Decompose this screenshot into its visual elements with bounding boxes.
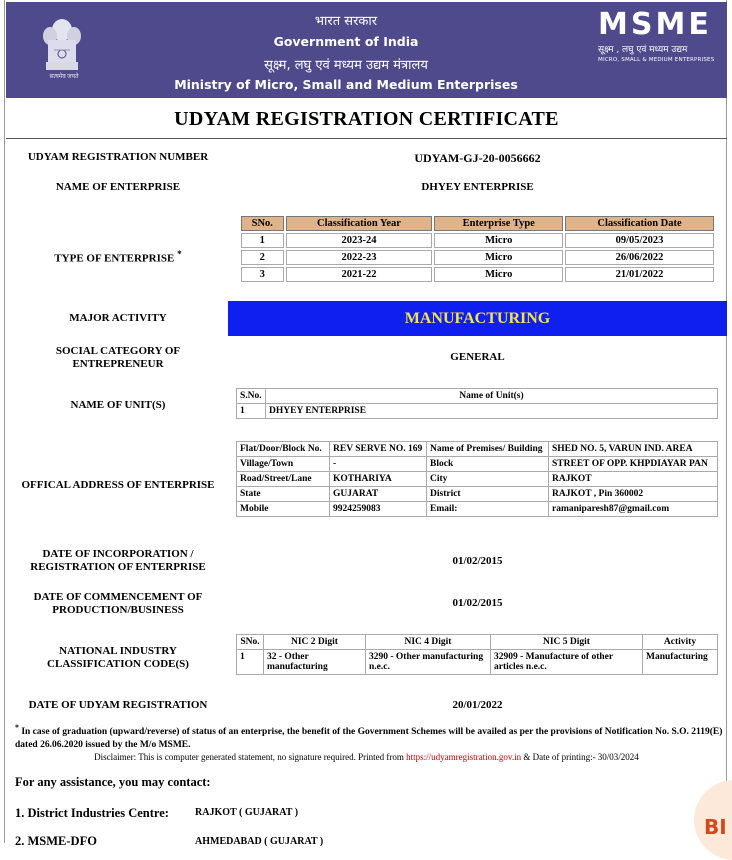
table-cell: District <box>427 487 549 502</box>
registration-number-value: UDYAM-GJ-20-0056662 <box>414 151 541 165</box>
table-cell: ramaniparesh87@gmail.com <box>549 502 718 517</box>
table-header: NIC 5 Digit <box>491 635 643 650</box>
emblem-caption: सत्यमेव जयते <box>49 74 79 80</box>
table-header: SNo. <box>241 216 284 231</box>
table-header: S.No. <box>237 389 266 404</box>
incorporation-date-value: 01/02/2015 <box>452 555 503 567</box>
table-cell: Name of Premises/ Building <box>427 442 549 457</box>
table-header: Classification Year <box>286 216 433 231</box>
table-row <box>237 502 718 517</box>
msme-logo <box>598 7 718 63</box>
government-of-india: Government of India <box>273 34 419 49</box>
table-cell: 1 <box>241 233 284 248</box>
table-cell: Micro <box>434 233 563 248</box>
table-row <box>237 404 718 419</box>
table-row <box>241 233 714 248</box>
table-cell: 1 <box>237 404 266 419</box>
table-cell: 2023-24 <box>286 233 433 248</box>
hindi-government: भारत सरकार <box>314 14 378 29</box>
table-cell: RAJKOT <box>549 472 718 487</box>
footnote-text: In case of graduation (upward/reverse) of status of an enterprise, the benefit of the Government Schemes will be availed as per the provisions of Notification No. S.O. 2119(E) dated 26.06.2020 issued by the M/o MSME. <box>15 727 723 751</box>
table-cell: Mobile <box>237 502 330 517</box>
table-header: NIC 2 Digit <box>264 635 366 650</box>
print-date-text: & Date of printing:- 30/03/2024 <box>521 752 639 762</box>
major-activity-label: MAJOR ACTIVITY <box>69 312 167 324</box>
enterprise-name-label: NAME OF ENTERPRISE <box>55 181 181 193</box>
table-cell: Manufacturing <box>643 650 718 675</box>
table-cell: 32909 - Manufacture of other articles n.e.c. <box>491 650 643 675</box>
table-header: Classification Date <box>565 216 714 231</box>
dic-value: RAJKOT ( GUJARAT ) <box>195 807 299 818</box>
udyam-date-label: DATE OF UDYAM REGISTRATION <box>28 699 208 711</box>
commencement-date-label: DATE OF COMMENCEMENT OF PRODUCTION/BUSINESS <box>33 591 203 616</box>
table-cell: REV SERVE NO. 169 <box>330 442 427 457</box>
units-table <box>236 388 718 419</box>
table-cell: Road/Street/Lane <box>237 472 330 487</box>
table-row <box>237 457 718 472</box>
table-cell: 3 <box>241 267 284 282</box>
table-cell: 9924259083 <box>330 502 427 517</box>
table-row <box>237 442 718 457</box>
table-row <box>237 487 718 502</box>
address-label: OFFICAL ADDRESS OF ENTERPRISE <box>21 479 215 491</box>
table-cell: 2022-23 <box>286 250 433 265</box>
disclaimer <box>6 752 727 762</box>
unit-name-label: NAME OF UNIT(S) <box>70 399 166 411</box>
table-cell: Micro <box>434 267 563 282</box>
table-header: Activity <box>643 635 718 650</box>
table-cell: DHYEY ENTERPRISE <box>266 404 718 419</box>
table-header: Name of Unit(s) <box>266 389 718 404</box>
udyam-portal-link[interactable]: https://udyamregistration.gov.in <box>406 752 522 762</box>
enterprise-name-value: DHYEY ENTERPRISE <box>421 181 534 193</box>
nic-table <box>236 634 718 675</box>
table-cell: SHED NO. 5, VARUN IND. AREA <box>549 442 718 457</box>
registration-number-label: UDYAM REGISTRATION NUMBER <box>27 151 209 163</box>
msme-dfo-value: AHMEDABAD ( GUJARAT ) <box>195 836 324 847</box>
address-table <box>236 441 718 517</box>
assistance-heading: For any assistance, you may contact: <box>15 775 211 789</box>
msme-logo-text: MSME <box>598 7 712 42</box>
table-cell: 1 <box>237 650 264 675</box>
table-cell: State <box>237 487 330 502</box>
disclaimer-text: Disclaimer: This is computer generated statement, no signature required. Printed from <box>94 752 407 762</box>
table-cell: 09/05/2023 <box>565 233 714 248</box>
table-cell: STREET OF OPP. KHPDIAYAR PAN <box>549 457 718 472</box>
commencement-date-value: 01/02/2015 <box>452 597 503 609</box>
enterprise-type-label <box>18 248 218 266</box>
table-header: SNo. <box>237 635 264 650</box>
udyam-date-value: 20/01/2022 <box>452 699 503 711</box>
nic-code-label: NATIONAL INDUSTRY CLASSIFICATION CODE(S) <box>47 645 189 670</box>
incorporation-date-label: DATE OF INCORPORATION / REGISTRATION OF ENTERPRISE <box>30 548 206 573</box>
table-cell: 2 <box>241 250 284 265</box>
certificate-title: UDYAM REGISTRATION CERTIFICATE <box>174 108 559 130</box>
ministry-name: Ministry of Micro, Small and Medium Enterprises <box>174 77 518 92</box>
table-header: Enterprise Type <box>434 216 563 231</box>
major-activity-value: MANUFACTURING <box>228 301 727 336</box>
table-cell: 32 - Other manufacturing <box>264 650 366 675</box>
msme-dfo-label: 2. MSME-DFO <box>15 834 97 848</box>
title-divider <box>6 138 727 139</box>
table-cell: 2021-22 <box>286 267 433 282</box>
header-banner <box>6 2 727 98</box>
table-cell: 26/06/2022 <box>565 250 714 265</box>
table-cell: 21/01/2022 <box>565 267 714 282</box>
table-cell: Village/Town <box>237 457 330 472</box>
footnote <box>15 721 725 752</box>
table-cell: Flat/Door/Block No. <box>237 442 330 457</box>
table-cell: RAJKOT , Pin 360002 <box>549 487 718 502</box>
table-cell: GUJARAT <box>330 487 427 502</box>
table-row <box>237 650 718 675</box>
table-cell: Micro <box>434 250 563 265</box>
enterprise-type-label-text: TYPE OF ENTERPRISE <box>54 252 175 265</box>
footnote-marker: * <box>15 723 19 732</box>
hindi-ministry: सूक्ष्म, लघु एवं मध्यम उद्यम मंत्रालय <box>264 58 428 73</box>
table-cell: - <box>330 457 427 472</box>
msme-logo-hindi: सूक्ष्म , लघु एवं मध्यम उद्यम <box>598 45 688 55</box>
social-category-label: SOCIAL CATEGORY OF ENTREPRENEUR <box>55 345 181 370</box>
msme-logo-subtitle: MICRO, SMALL & MEDIUM ENTERPRISES <box>598 57 715 63</box>
table-header: NIC 4 Digit <box>366 635 491 650</box>
table-cell: KOTHARIYA <box>330 472 427 487</box>
social-category-value: GENERAL <box>450 351 505 363</box>
dic-label: 1. District Industries Centre: <box>15 806 169 820</box>
table-cell: Email: <box>427 502 549 517</box>
enterprise-type-marker: * <box>177 249 182 259</box>
corner-badge-text: BI <box>704 815 727 839</box>
table-cell: Block <box>427 457 549 472</box>
table-cell: City <box>427 472 549 487</box>
table-row <box>241 267 714 282</box>
table-cell: 3290 - Other manufacturing n.e.c. <box>366 650 491 675</box>
table-row <box>241 250 714 265</box>
classification-table <box>239 214 716 284</box>
table-row <box>237 472 718 487</box>
